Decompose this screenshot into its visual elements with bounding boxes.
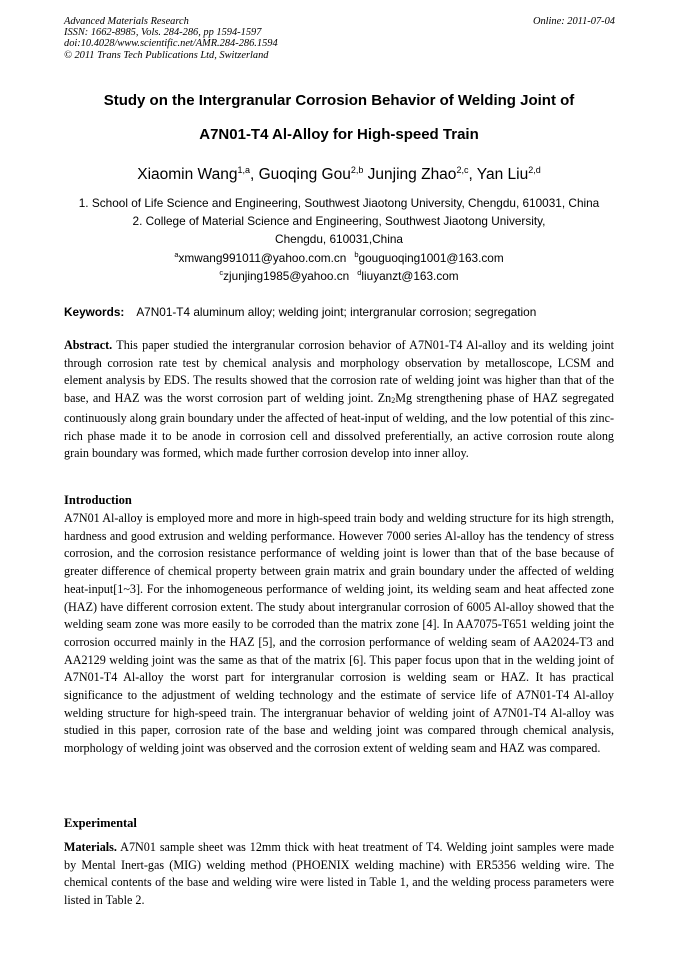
experimental-heading: Experimental	[64, 816, 137, 830]
author-separator: ,	[468, 166, 477, 184]
journal-doi: doi:10.4028/www.scientific.net/AMR.284-286.1594	[64, 38, 278, 50]
author-separator: ,	[250, 166, 259, 184]
materials-text: A7N01 sample sheet was 12mm thick with heat treatment of T4. Welding joint samples were made by Mental Inert-gas (MIG) welding method (PHOENIX welding machine) with ER5356 welding wire. The chemical contents of the base and welding wire were listed in Table 1, and the welding process parameters were listed in Table 2.	[64, 840, 614, 908]
abstract-subscript: 2	[391, 396, 396, 406]
author-list	[40, 165, 638, 184]
affiliation-2-city: Chengdu, 610031,China	[275, 232, 403, 246]
materials-label: Materials.	[64, 840, 117, 854]
email-mark: b	[354, 250, 359, 259]
journal-header	[64, 16, 278, 61]
introduction-heading: Introduction	[64, 493, 132, 507]
online-date: Online: 2011-07-04	[532, 16, 615, 27]
author-name: Yan Liu	[476, 166, 529, 184]
abstract	[64, 337, 614, 463]
keywords	[64, 305, 536, 319]
email-line-1	[40, 250, 638, 265]
journal-copyright: © 2011 Trans Tech Publications Ltd, Switzerland	[64, 49, 269, 61]
abstract-label: Abstract.	[64, 338, 113, 352]
email-address[interactable]: liuyanzt@163.com	[361, 268, 459, 283]
journal-issn: ISSN: 1662-8985, Vols. 284-286, pp 1594-1597	[64, 27, 262, 39]
author-affil-mark: 2,d	[528, 165, 541, 175]
affiliation-2: 2. College of Material Science and Engineering, Southwest Jiaotong University,	[132, 214, 546, 228]
author-affil-mark: 2,c	[456, 165, 469, 175]
author-affil-mark: 2,b	[350, 165, 364, 175]
paper-title-line-1: Study on the Intergranular Corrosion Behavior of Welding Joint of	[103, 92, 575, 109]
abstract-text-2: Mg strengthening phase of HAZ segregated continuously along grain boundary under the affected of heat-input of welding, and the low potential of this zinc-rich phase made it to be anode in corrosion cell and dissolved preferentially, an active corrosion route along grain boundary was formed, which made further corrosion develop into inner alloy.	[64, 391, 614, 461]
author-name: Guoqing Gou	[258, 166, 351, 184]
email-address[interactable]: xmwang991011@yahoo.com.cn	[178, 250, 347, 265]
keywords-text: A7N01-T4 aluminum alloy; welding joint; intergranular corrosion; segregation	[136, 305, 537, 319]
paper-title-line-2: A7N01-T4 Al-Alloy for High-speed Train	[199, 126, 479, 143]
author-name: Xiaomin Wang	[137, 166, 238, 184]
journal-name: Advanced Materials Research	[64, 16, 189, 27]
email-mark: a	[174, 250, 179, 259]
email-mark: d	[357, 268, 362, 277]
email-address[interactable]: zjunjing1985@yahoo.cn	[223, 268, 350, 283]
keywords-label: Keywords:	[64, 305, 125, 319]
author-name: Junjing Zhao	[367, 166, 457, 184]
introduction-text: A7N01 Al-alloy is employed more and more in high-speed train body and welding structure for its high strength, hardness and good extrusion and welding performance. However 7000 series Al-alloy has the tendency of stress corrosion, and the corrosion resistance performance of welding joint is lower than that of the base because of greater difference of chemical property between grain matrix and grain boundary under the affected of welding heat-input[1~3]. For the inhomogeneous performance of welding joint, its welding seam and heat affected zone (HAZ) have different corrosion extent. The study about intergranular corrosion of 6005 Al-alloy showed that the welding seam zone was more easily to be corroded than the matrix zone [4]. In AA7075-T651 welding joint the corrosion occurred mainly in the HAZ [5], and the corrosion performance of welding seam of AA2024-T3 and AA2129 welding joint was the same as that of the matrix [6]. This paper focus upon that in the welding joint of A7N01-T4 Al-alloy the worst part for intergranular corrosion is welding seam or HAZ. It has practical significance to the adjustment of welding technology and the estimate of service life of A7N01-T4 Al-alloy welding structure for high-speed train. The intergranuar behavior of welding joint of A7N01-T4 Al-alloy was studied in this paper, corrosion rate of the base and welding joint was compared through chemical analysis, morphology of welding joint was observed and the corrosion extent of welding seam and HAZ was compared.	[64, 511, 614, 756]
abstract-text-1: This paper studied the intergranular corrosion behavior of A7N01-T4 Al-alloy and its welding joint through corrosion rate test by chemical analysis and morphology observation by metalloscope, LCSM and element analysis by EDS. The results showed that the corrosion rate of welding joint was higher than that of the base, and HAZ was the worst corrosion part of welding joint. Zn	[64, 338, 614, 406]
email-line-2	[40, 268, 638, 283]
author-affil-mark: 1,a	[237, 165, 250, 175]
email-mark: c	[219, 268, 224, 277]
affiliation-1: 1. School of Life Science and Engineering, Southwest Jiaotong University, Chengdu, 610031, China	[78, 196, 600, 210]
email-address[interactable]: gouguoqing1001@163.com	[358, 250, 504, 265]
materials-paragraph	[64, 839, 614, 910]
